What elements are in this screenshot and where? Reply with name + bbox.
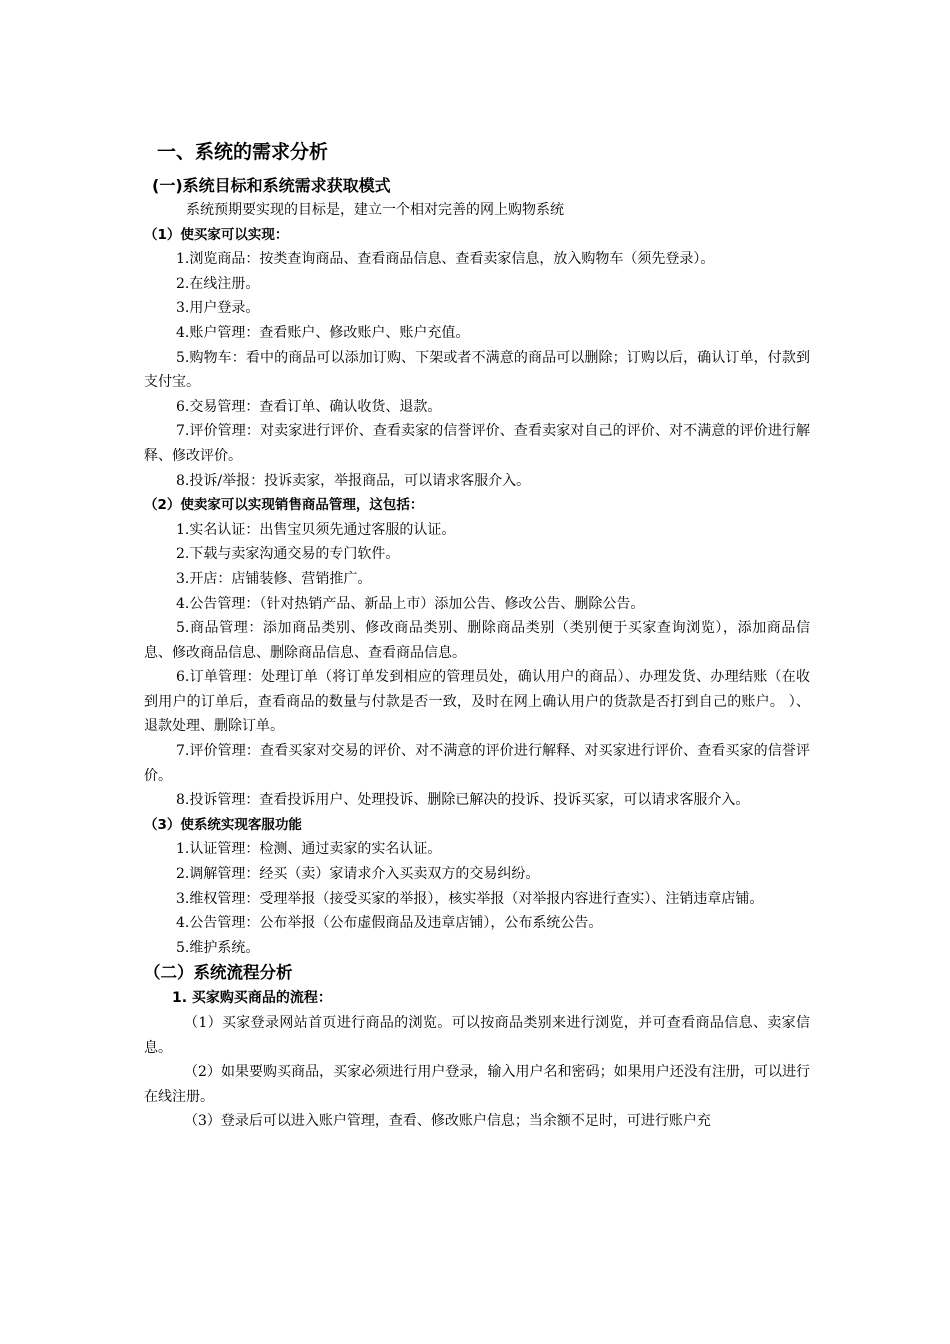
buyer-item: 6.交易管理：查看订单、确认收货、退款。 — [176, 398, 442, 415]
service-item: 3.维权管理：受理举报（接受买家的举报），核实举报（对举报内容进行查实）、注销违章店铺。 — [176, 890, 764, 907]
section-1-title: (一)系统目标和系统需求获取模式 — [152, 176, 391, 195]
document-body — [144, 139, 810, 1134]
service-item: 4.公告管理：公布举报（公布虚假商品及违章店铺），公布系统公告。 — [176, 915, 603, 932]
buyer-item: 2.在线注册。 — [176, 275, 260, 292]
buyer-item: 1.浏览商品：按类查询商品、查看商品信息、查看卖家信息，放入购物车（须先登录）。 — [176, 251, 715, 268]
buyer-item: 3.用户登录。 — [176, 300, 260, 317]
buyer-item: 5.购物车：看中的商品可以添加订购、下架或者不满意的商品可以删除；订购以后，确认订单，付款到支付宝。 — [144, 349, 810, 391]
flow-item: （2）如果要购买商品，买家必须进行用户登录，输入用户名和密码；如果用户还没有注册，可以进行在线注册。 — [144, 1064, 810, 1105]
seller-item: 8.投诉管理：查看投诉用户、处理投诉、删除已解决的投诉、投诉买家，可以请求客服介入。 — [176, 792, 750, 809]
buyer-item: 4.账户管理：查看账户、修改账户、账户充值。 — [176, 324, 470, 341]
flow-heading: 1. 买家购买商品的流程： — [172, 990, 332, 1007]
seller-item: 3.开店：店铺装修、营销推广。 — [176, 570, 372, 587]
seller-item: 1.实名认证：出售宝贝须先通过客服的认证。 — [176, 521, 456, 538]
service-heading: （3）使系统实现客服功能 — [144, 816, 302, 833]
buyer-item: 8.投诉/举报：投诉卖家，举报商品，可以请求客服介入。 — [176, 472, 531, 489]
seller-item: 5.商品管理：添加商品类别、修改商品类别、删除商品类别（类别便于买家查询浏览），添加商品信息、修改商品信息、删除商品信息、查看商品信息。 — [144, 620, 810, 661]
buyer-item: 7.评价管理：对卖家进行评价、查看卖家的信誉评价、查看卖家对自己的评价、对不满意的评价进行解释、修改评价。 — [144, 423, 810, 464]
buyer-heading: （1）使买家可以实现： — [144, 226, 289, 243]
seller-item: 7.评价管理：查看买家对交易的评价、对不满意的评价进行解释、对买家进行评价、查看买家的信誉评价。 — [144, 743, 810, 784]
section-1-intro: 系统预期要实现的目标是，建立一个相对完善的网上购物系统 — [186, 202, 564, 218]
seller-item: 4.公告管理：（针对热销产品、新品上市）添加公告、修改公告、删除公告。 — [176, 595, 645, 612]
section-2-title: （二）系统流程分析 — [144, 963, 293, 983]
document-title: 一、系统的需求分析 — [157, 141, 329, 163]
service-item: 1.认证管理：检测、通过卖家的实名认证。 — [176, 841, 442, 858]
flow-item: （3）登录后可以进入账户管理，查看、修改账户信息；当余额不足时，可进行账户充 — [184, 1113, 711, 1130]
service-item: 2.调解管理：经买（卖）家请求介入买卖双方的交易纠纷。 — [176, 866, 540, 883]
flow-item: （1）买家登录网站首页进行商品的浏览。可以按商品类别来进行浏览，并可查看商品信息、卖家信息。 — [144, 1015, 810, 1056]
seller-heading: （2）使卖家可以实现销售商品管理，这包括： — [144, 497, 424, 514]
seller-item: 2.下载与卖家沟通交易的专门软件。 — [176, 546, 400, 563]
service-item: 5.维护系统。 — [176, 939, 260, 956]
seller-item: 6.订单管理：处理订单（将订单发到相应的管理员处，确认用户的商品）、办理发货、办理结账（在收到用户的订单后，查看商品的数量与付款是否一致，及时在网上确认用户的货款是否打到自己的账户。 ）、退款处理、删除订单。 — [144, 669, 810, 735]
